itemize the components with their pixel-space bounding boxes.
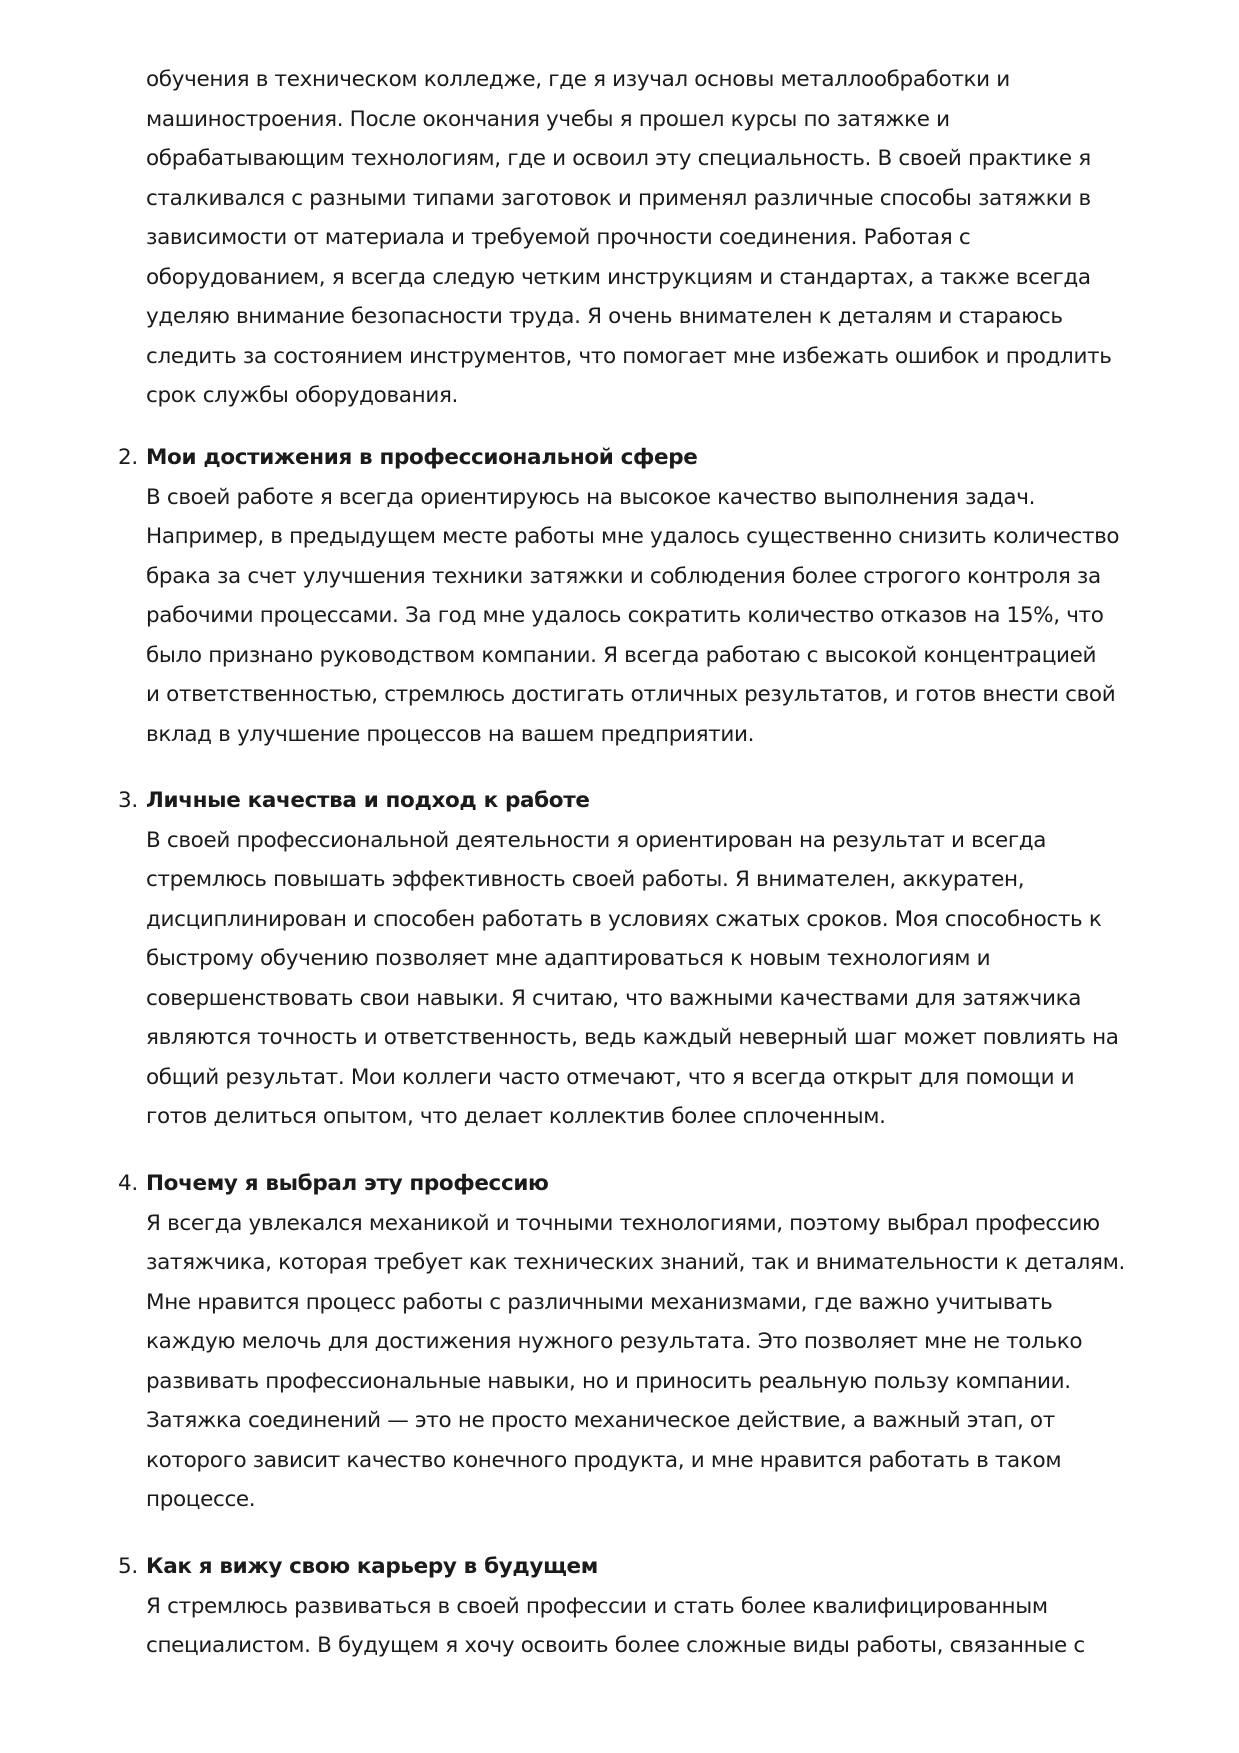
text-line: В своей работе я всегда ориентируюсь на высокое качество выполнения задач. xyxy=(146,484,1036,510)
text-line: Затяжка соединений — это не просто механическое действие, а важный этап, от xyxy=(146,1408,1055,1433)
text-line: Я стремлюсь развиваться в своей профессии и стать более квалифицированным xyxy=(146,1593,1048,1619)
text-line: являются точность и ответственность, ведь каждый неверный шаг может повлиять на xyxy=(146,1025,1119,1050)
text-line: оборудованием, я всегда следую четким инструкциям и стандартах, а также всегда xyxy=(146,264,1091,290)
text-line: следить за состоянием инструментов, что помогает мне избежать ошибок и продлить xyxy=(146,343,1112,369)
text-line: дисциплинирован и способен работать в условиях сжатых сроков. Моя способность к xyxy=(146,906,1102,932)
section-achievements xyxy=(118,438,1158,754)
text-line: срок службы оборудования. xyxy=(146,383,459,408)
list-number: 3. xyxy=(118,788,138,813)
text-line: готов делиться опытом, что делает коллектив более сплоченным. xyxy=(146,1104,886,1129)
section-title: Почему я выбрал эту профессию xyxy=(146,1171,549,1196)
section-heading xyxy=(118,1547,1158,1587)
section-why-profession xyxy=(118,1164,1158,1520)
text-line: процессе. xyxy=(146,1487,256,1512)
section-body xyxy=(146,1204,1156,1520)
text-line: В своей профессиональной деятельности я ориентирован на результат и всегда xyxy=(146,827,1047,853)
text-line: машиностроения. После окончания учебы я прошел курсы по затяжке и xyxy=(146,106,950,132)
text-line: было признано руководством компании. Я всегда работаю с высокой концентрацией xyxy=(146,642,1097,668)
text-line: быстрому обучению позволяет мне адаптироваться к новым технологиям и xyxy=(146,946,991,971)
text-line: развивать профессиональные навыки, но и приносить реальную пользу компании. xyxy=(146,1368,1071,1394)
list-number: 5. xyxy=(118,1554,138,1579)
text-line: обрабатывающим технологиям, где и освоил эту специальность. В своей практике я xyxy=(146,146,1091,171)
text-line: сталкивался с разными типами заготовок и применял различные способы затяжки в xyxy=(146,185,1091,211)
section-heading xyxy=(118,438,1158,478)
text-line: Мне нравится процесс работы с различными механизмами, где важно учитывать xyxy=(146,1289,1053,1315)
text-line: каждую мелочь для достижения нужного результата. Это позволяет мне не только xyxy=(146,1329,1083,1354)
section-heading xyxy=(118,1164,1158,1204)
section-title: Мои достижения в профессиональной сфере xyxy=(146,445,698,470)
lead-paragraph xyxy=(146,60,1156,416)
text-line: и ответственностью, стремлюсь достигать отличных результатов, и готов внести свой xyxy=(146,682,1116,707)
section-personal-qualities xyxy=(118,781,1158,1137)
text-line: брака за счет улучшения техники затяжки и соблюдения более строгого контроля за xyxy=(146,563,1101,589)
list-number: 2. xyxy=(118,445,138,470)
text-line: затяжчика, которая требует как технических знаний, так и внимательности к деталям. xyxy=(146,1250,1125,1275)
text-line: зависимости от материала и требуемой прочности соединения. Работая с xyxy=(146,225,971,250)
text-line: совершенствовать свои навыки. Я считаю, что важными качествами для затяжчика xyxy=(146,985,1082,1011)
section-career-future xyxy=(118,1547,1158,1666)
text-line: вклад в улучшение процессов на вашем предприятии. xyxy=(146,721,755,747)
section-title: Как я вижу свою карьеру в будущем xyxy=(146,1554,598,1579)
text-line: Например, в предыдущем месте работы мне удалось существенно снизить количество xyxy=(146,524,1120,549)
text-line: уделяю внимание безопасности труда. Я очень внимателен к деталям и стараюсь xyxy=(146,304,1063,329)
text-line: Я всегда увлекался механикой и точными технологиями, поэтому выбрал профессию xyxy=(146,1210,1100,1236)
list-number: 4. xyxy=(118,1171,138,1196)
section-body xyxy=(146,1587,1156,1666)
text-line: стремлюсь повышать эффективность своей работы. Я внимателен, аккуратен, xyxy=(146,867,1025,892)
section-heading xyxy=(118,781,1158,821)
text-line: общий результат. Мои коллеги часто отмечают, что я всегда открыт для помощи и xyxy=(146,1064,1075,1090)
text-line: обучения в техническом колледже, где я изучал основы металлообработки и xyxy=(146,67,1010,92)
text-line: которого зависит качество конечного продукта, и мне нравится работать в таком xyxy=(146,1447,1062,1473)
section-body xyxy=(146,478,1156,755)
text-line: рабочими процессами. За год мне удалось сократить количество отказов на 15%, что xyxy=(146,603,1104,628)
text-line: специалистом. В будущем я хочу освоить более сложные виды работы, связанные с xyxy=(146,1633,1085,1658)
section-body xyxy=(146,821,1156,1137)
section-title: Личные качества и подход к работе xyxy=(146,788,590,813)
